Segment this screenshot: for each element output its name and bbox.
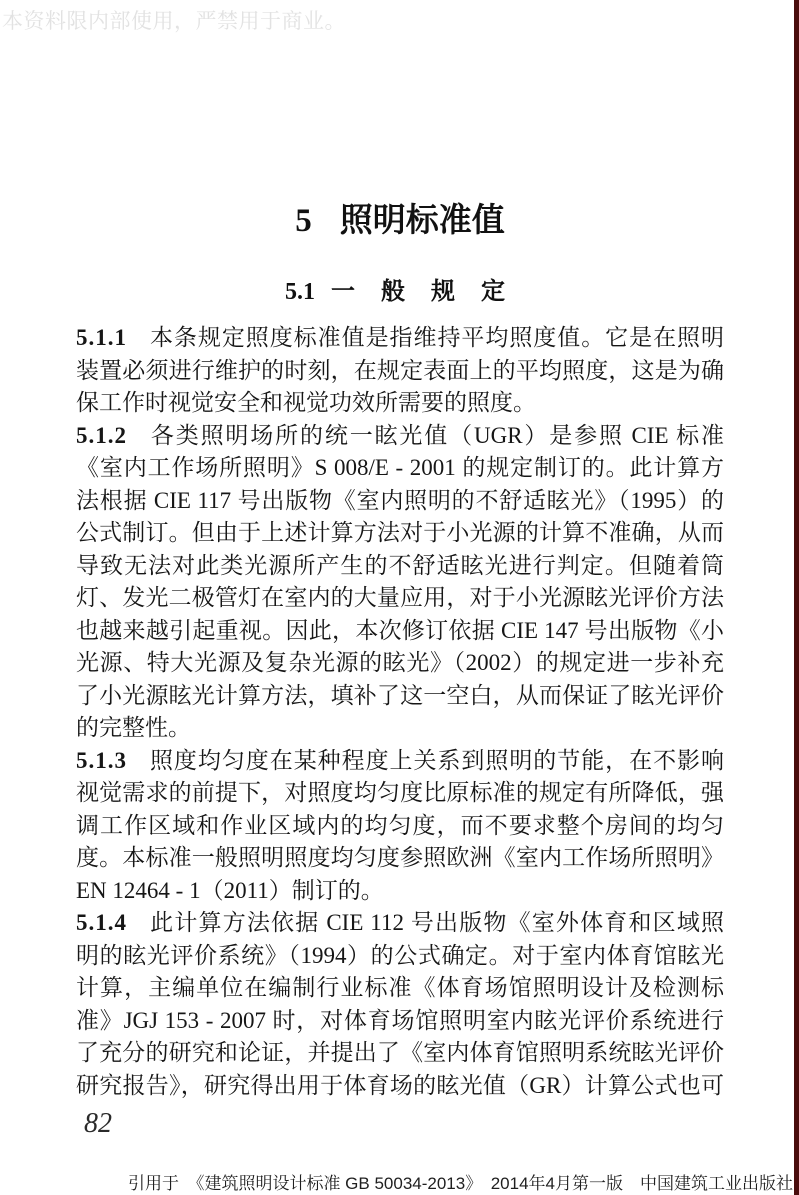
section-title: 一 般 规 定 [331,279,515,305]
section-heading [76,271,724,306]
clause-number: 5.1.1 [76,325,127,350]
citation-footer: 引用于 《建筑照明设计标准 GB 50034-2013》 2014年4月第一版 中国建筑工业出版社 [127,1174,793,1193]
page-edge-mark [794,0,799,1195]
body-text [76,322,724,1102]
paragraph-line [76,907,724,940]
line-text: 各类照明场所的统一眩光值（UGR）是参照 CIE 标准 [149,422,724,448]
paragraph-line [76,420,724,453]
paragraph-line: 了充分的研究和论证，并提出了《室内体育馆照明系统眩光评价 [76,1040,724,1065]
line-text: 本条规定照度标准值是指维持平均照度值。它是在照明 [149,325,724,350]
paragraph-line: 调工作区域和作业区域内的均匀度，而不要求整个房间的均匀 [76,812,724,838]
paragraph-line: 的完整性。 [76,715,191,740]
paragraph-line: 装置必须进行维护的时刻，在规定表面上的平均照度，这是为确 [76,357,724,383]
line-text: 此计算方法依据 CIE 112 号出版物《室外体育和区域照 [149,910,724,935]
clause-number: 5.1.2 [76,422,127,448]
paragraph-line: 保工作时视觉安全和视觉功效所需要的照度。 [76,390,536,415]
paragraph-line: 研究报告》，研究得出用于体育场的眩光值（GR）计算公式也可 [76,1072,724,1098]
paragraph-line: 公式制订。但由于上述计算方法对于小光源的计算不准确，从而 [76,520,724,545]
section-number: 5.1 [285,279,315,305]
paragraph-line: 灯、发光二极管灯在室内的大量应用，对于小光源眩光评价方法 [76,585,724,610]
chapter-heading [76,194,724,241]
paragraph-line: 《室内工作场所照明》S 008/E - 2001 的规定制订的。此计算方 [76,455,724,480]
chapter-number: 5 [295,203,312,239]
watermark: 本资料限内部使用，严禁用于商业。 [2,10,346,33]
page-number: 82 [84,1108,112,1139]
paragraph-line: 法根据 CIE 117 号出版物《室内照明的不舒适眩光》（1995）的 [76,487,724,513]
paragraph-line: 也越来越引起重视。因此，本次修订依据 CIE 147 号出版物《小 [76,617,724,643]
chapter-title: 照明标准值 [339,203,505,239]
clause-number: 5.1.3 [76,747,127,773]
paragraph-line: 明的眩光评价系统》（1994）的公式确定。对于室内体育馆眩光 [76,942,724,968]
paragraph-line [76,745,724,778]
paragraph-line: 视觉需求的前提下，对照度均匀度比原标准的规定有所降低，强 [76,780,724,805]
paragraph-line: 度。本标准一般照明照度均匀度参照欧洲《室内工作场所照明》 [76,845,724,870]
paragraph-line: 准》JGJ 153 - 2007 时，对体育场馆照明室内眩光评价系统进行 [76,1007,724,1033]
paragraph-line: 了小光源眩光计算方法，填补了这一空白，从而保证了眩光评价 [76,682,724,708]
paragraph-line: 导致无法对此类光源所产生的不舒适眩光进行判定。但随着筒 [76,552,724,578]
paragraph-line: EN 12464 - 1（2011）制订的。 [76,877,384,903]
paragraph-line [76,322,724,355]
paragraph-line: 光源、特大光源及复杂光源的眩光》（2002）的规定进一步补充 [76,650,724,675]
paragraph-line: 计算，主编单位在编制行业标准《体育场馆照明设计及检测标 [76,975,724,1000]
line-text: 照度均匀度在某种程度上关系到照明的节能，在不影响 [149,747,724,773]
clause-number: 5.1.4 [76,910,127,935]
